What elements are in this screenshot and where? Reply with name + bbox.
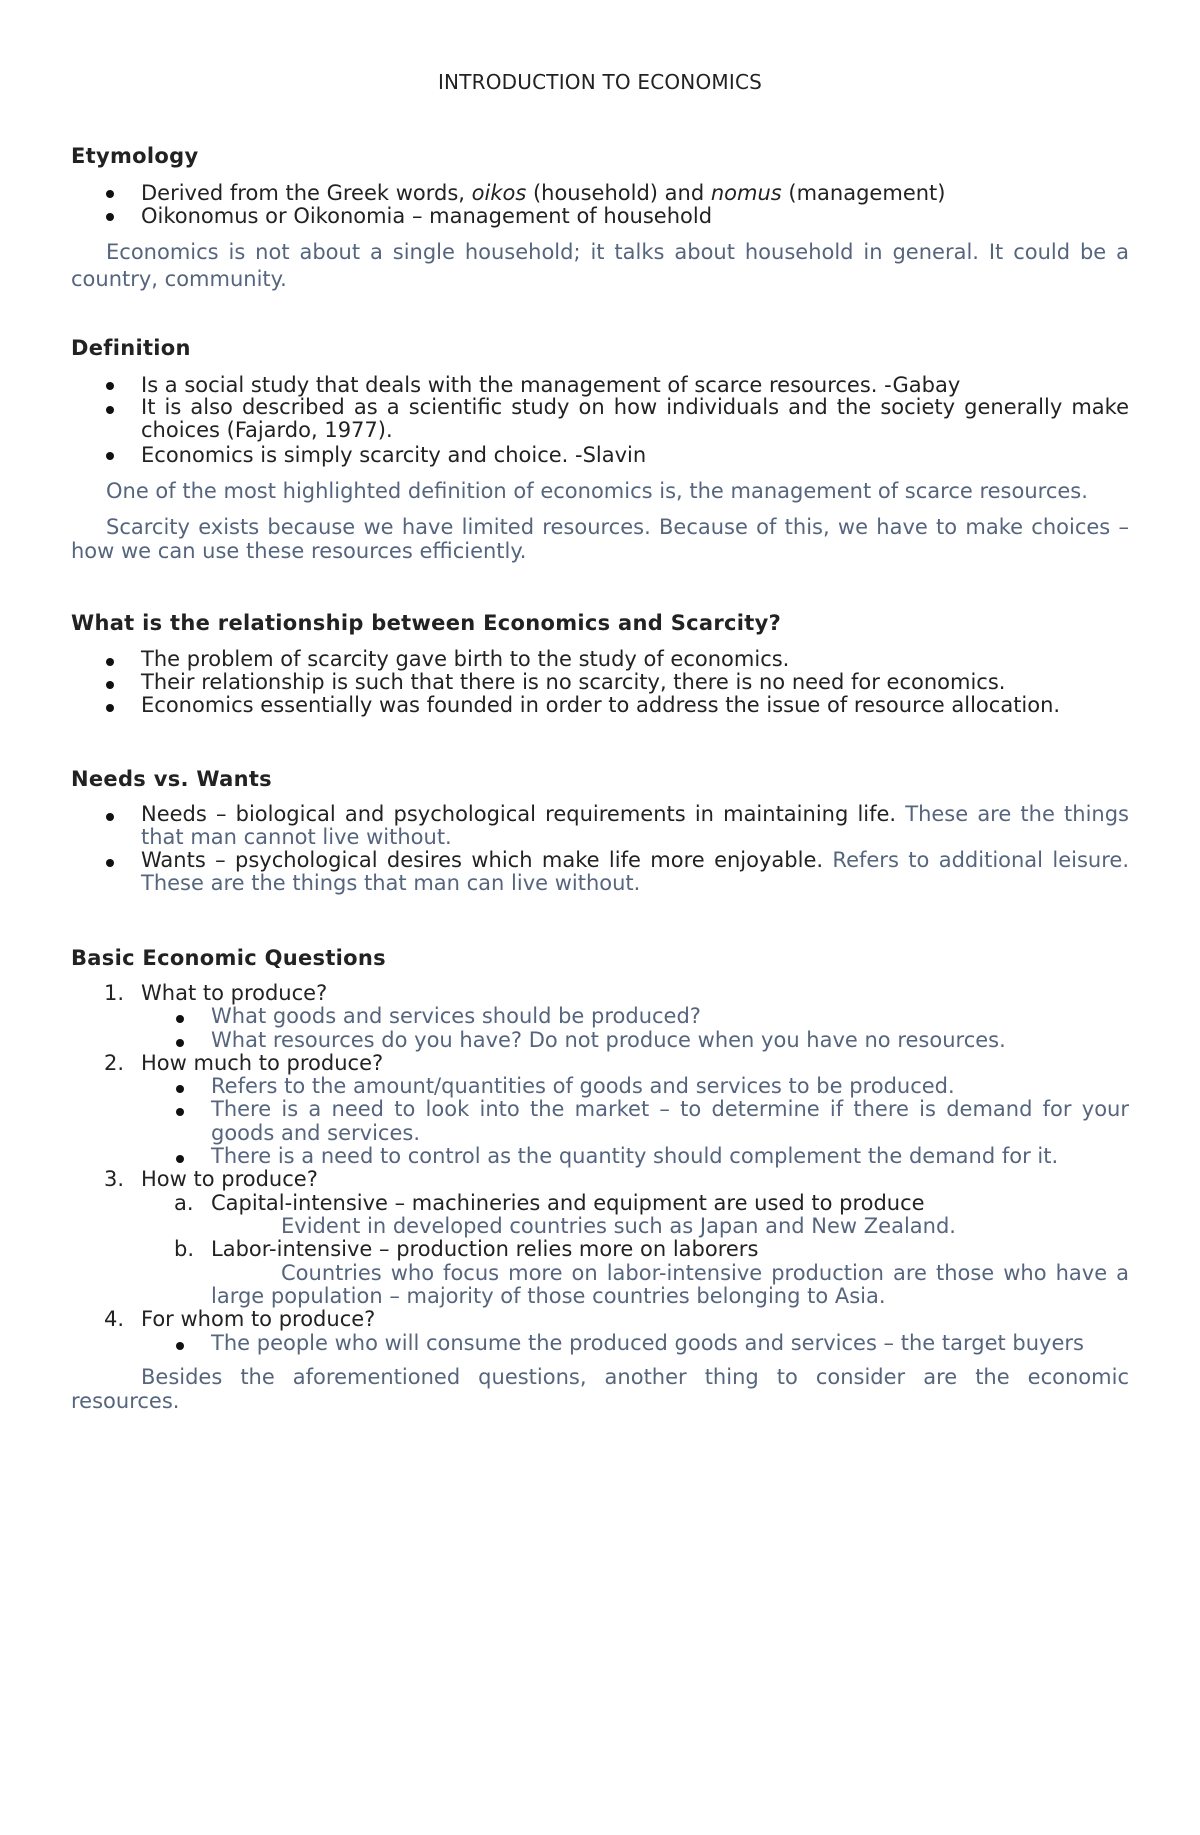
list-number: 2. — [104, 1050, 125, 1075]
bullet-icon — [106, 452, 114, 460]
list-item: Needs – biological and psychological requirements in maintaining life. These are the things that man cannot live without. — [71, 803, 1129, 849]
list-item: Derived from the Greek words, oikos (household) and nomus (management) — [71, 180, 1129, 207]
sub-item: There is a need to look into the market – to determine if there is demand for your goods and services. — [141, 1098, 1129, 1145]
closing-note: Besides the aforementioned questions, another thing to consider are the economic resources. — [71, 1365, 1129, 1413]
heading-relationship: What is the relationship between Economics and Scarcity? — [71, 611, 782, 635]
definition-list — [71, 372, 1129, 469]
bullet-icon — [106, 213, 114, 221]
bullet-icon — [106, 658, 114, 666]
questions-list — [71, 982, 1129, 1356]
bullet-icon — [106, 704, 114, 712]
bullet-icon — [106, 190, 114, 198]
sub-item: a. Capital-intensive – machineries and equipment are used to produce Evident in developed countries such as Japan and New Zealand. — [141, 1192, 1129, 1239]
etymology-note: Economics is not about a single household; it talks about household in general. It could be a country, community. — [71, 240, 1129, 291]
list-item: Economics is simply scarcity and choice. -Slavin — [71, 442, 1129, 469]
sub-item: The people who will consume the produced goods and services – the target buyers — [141, 1332, 1129, 1355]
heading-needs-wants: Needs vs. Wants — [71, 767, 272, 791]
relationship-list — [71, 648, 1129, 717]
question-item: 4. For whom to produce? The people who will consume the produced goods and services – the target buyers — [71, 1308, 1129, 1356]
sub-item: What resources do you have? Do not produce when you have no resources. — [141, 1029, 1129, 1052]
list-item: The problem of scarcity gave birth to the study of economics. — [71, 648, 1129, 671]
question-item: 1. What to produce? What goods and services should be produced? What resources do you have? Do not produce when you have no resources. — [71, 982, 1129, 1052]
list-number: 1. — [104, 981, 125, 1005]
question-item: 3. How to produce? a. Capital-intensive – machineries and equipment are used to produce Evident in developed countries such as Japan and New Zealand. b. Labor-intensive – production relies more on laborers Countries who focus more on labor-intensive production are those who have a large population – majority of those countries belonging to Asia. — [104, 1167, 1129, 1308]
page-title: INTRODUCTION TO ECONOMICS — [437, 70, 763, 94]
list-number: 4. — [104, 1307, 125, 1332]
bullet-icon — [106, 859, 114, 867]
needs-list — [71, 803, 1129, 895]
bullet-icon — [106, 406, 114, 414]
list-item: Economics essentially was founded in order to address the issue of resource allocation. — [71, 694, 1129, 717]
sub-item: b. Labor-intensive – production relies more on laborers Countries who focus more on labor-intensive production are those who have a large population – majority of those countries belonging to Asia. — [174, 1237, 1129, 1308]
question-item: 2. How much to produce? Refers to the amount/quantities of goods and services to be produced. There is a need to look into the market – to determine if there is demand for your goods and services. There is a need to control as the quantity should complement the demand for it. — [104, 1050, 1129, 1169]
list-item: It is also described as a scientific study on how individuals and the society generally make choices (Fajardo, 1977). — [71, 396, 1129, 442]
list-letter: a. — [174, 1190, 194, 1215]
definition-note-1: One of the most highlighted definition of economics is, the management of scarce resources. — [106, 479, 1088, 503]
bullet-icon — [176, 1155, 184, 1163]
list-item: Their relationship is such that there is no scarcity, there is no need for economics. — [71, 671, 1129, 694]
list-item: Is a social study that deals with the management of scarce resources. -Gabay — [71, 372, 1129, 399]
list-item: Wants – psychological desires which make life more enjoyable. Refers to additional leisure. These are the things that man can live without. — [71, 849, 1129, 895]
bullet-icon — [176, 1039, 184, 1047]
sub-note: Evident in developed countries such as Japan and New Zealand. — [281, 1213, 956, 1238]
definition-note-2: Scarcity exists because we have limited resources. Because of this, we have to make choices – how we can use these resources efficiently. — [71, 515, 1129, 563]
bullet-icon — [106, 681, 114, 689]
heading-basic-questions: Basic Economic Questions — [71, 946, 386, 970]
bullet-icon — [176, 1108, 184, 1116]
bullet-icon — [176, 1085, 184, 1093]
sub-item: There is a need to control as the quantity should complement the demand for it. — [141, 1145, 1129, 1168]
list-number: 3. — [104, 1167, 125, 1192]
sub-item: Refers to the amount/quantities of goods and services to be produced. — [141, 1075, 1129, 1098]
heading-etymology: Etymology — [71, 144, 199, 168]
etymology-list — [71, 180, 1129, 230]
sub-item: What goods and services should be produced? — [141, 1005, 1129, 1028]
heading-definition: Definition — [71, 336, 191, 360]
bullet-icon — [106, 813, 114, 821]
list-letter: b. — [174, 1237, 195, 1262]
bullet-icon — [106, 382, 114, 390]
bullet-icon — [176, 1342, 184, 1350]
sub-note: Countries who focus more on labor-intensive production are those who have a large population – majority of those countries belonging to Asia. — [211, 1260, 1129, 1308]
list-item: Oikonomus or Oikonomia – management of household — [71, 203, 1129, 230]
bullet-icon — [176, 1015, 184, 1023]
